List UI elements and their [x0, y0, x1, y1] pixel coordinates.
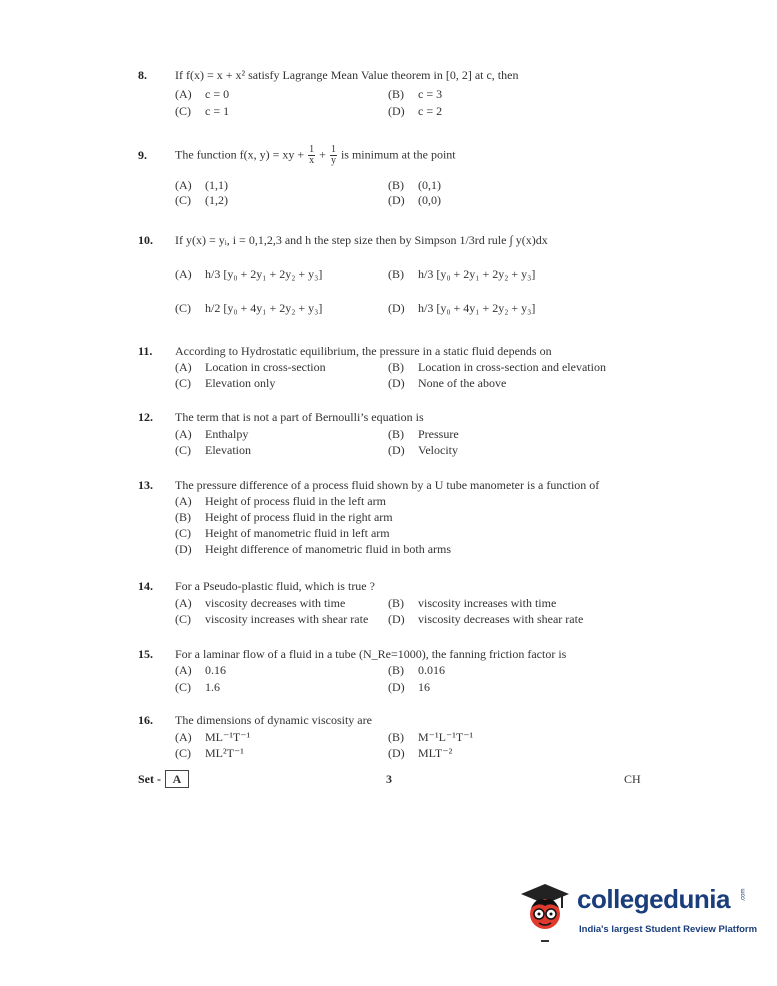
option-d[interactable]: (D) MLT⁻² — [388, 746, 453, 760]
question-number: 11. — [138, 344, 153, 358]
option-d[interactable]: (D) viscosity decreases with shear rate — [388, 612, 584, 626]
set-value: A — [165, 770, 189, 788]
option-a[interactable]: (A) Enthalpy — [175, 427, 249, 441]
question-number: 14. — [138, 579, 153, 593]
page-number: 3 — [386, 772, 392, 786]
option-c[interactable]: (C) (1,2) — [175, 193, 228, 207]
question-text: For a Pseudo-plastic fluid, which is true ? — [175, 579, 375, 593]
option-b[interactable]: (B) Pressure — [388, 427, 459, 441]
option-b[interactable]: (B) h/3 [y₀ + 2y₁ + 2y₂ + y₃] — [388, 267, 536, 281]
question-number: 13. — [138, 478, 153, 492]
subject-code: CH — [624, 772, 641, 786]
option-a[interactable]: (A) viscosity decreases with time — [175, 596, 346, 610]
question-text: If f(x) = x + x² satisfy Lagrange Mean Value theorem in [0, 2] at c, then — [175, 68, 519, 82]
logo-wordmark: collegedunia — [577, 884, 730, 914]
fraction-1-over-x: $\frac{1}{x}$ — [309, 144, 315, 166]
collegedunia-logo[interactable] — [515, 880, 758, 950]
option-d[interactable]: (D) Height difference of manometric fluid in both arms — [175, 542, 452, 556]
question-text: For a laminar flow of a fluid in a tube (N_Re=1000), the fanning friction factor is — [175, 647, 567, 661]
fraction-1-over-y: $\frac{1}{y}$ — [330, 144, 336, 166]
question-number: 10. — [138, 233, 153, 247]
option-c[interactable]: (C) Height of manometric fluid in left arm — [175, 526, 390, 540]
option-b[interactable]: (B) Height of process fluid in the right arm — [175, 510, 393, 524]
option-c[interactable]: (C) ML²T⁻¹ — [175, 746, 244, 760]
option-a[interactable]: (A) ML⁻¹T⁻¹ — [175, 730, 251, 744]
option-a[interactable]: (A) Location in cross-section — [175, 360, 326, 374]
option-c[interactable]: (C) h/2 [y₀ + 4y₁ + 2y₂ + y₃] — [175, 301, 323, 315]
option-d[interactable]: (D) None of the above — [388, 376, 507, 390]
option-c[interactable]: (C) viscosity increases with shear rate — [175, 612, 369, 626]
logo-tagline: India's largest Student Review Platform — [579, 924, 758, 935]
option-c[interactable]: (C) 1.6 — [175, 680, 220, 694]
question-text: The pressure difference of a process fluid shown by a U tube manometer is a function of — [175, 478, 600, 492]
option-d[interactable]: (D) c = 2 — [388, 104, 443, 118]
question-number: 15. — [138, 647, 153, 661]
option-b[interactable]: (B) c = 3 — [388, 87, 443, 101]
option-a[interactable]: (A) h/3 [y₀ + 2y₁ + 2y₂ + y₃] — [175, 267, 323, 281]
option-a[interactable]: (A) c = 0 — [175, 87, 230, 101]
question-number: 9. — [138, 148, 147, 162]
mascot-icon — [515, 880, 575, 952]
option-b[interactable]: (B) 0.016 — [388, 663, 445, 677]
option-b[interactable]: (B) viscosity increases with time — [388, 596, 557, 610]
question-text: The dimensions of dynamic viscosity are — [175, 713, 372, 727]
option-a[interactable]: (A) 0.16 — [175, 663, 226, 677]
option-b[interactable]: (B) M⁻¹L⁻¹T⁻¹ — [388, 730, 474, 744]
question-number: 8. — [138, 68, 147, 82]
question-number: 16. — [138, 713, 153, 727]
question-text: The function f(x, y) = xy + $\frac{1}{x}$ + $\frac{1}{y}$ is minimum at the point — [175, 144, 456, 166]
option-d[interactable]: (D) (0,0) — [388, 193, 441, 207]
option-a[interactable]: (A) (1,1) — [175, 178, 228, 192]
option-c[interactable]: (C) Elevation only — [175, 376, 276, 390]
option-b[interactable]: (B) (0,1) — [388, 178, 441, 192]
question-number: 12. — [138, 410, 153, 424]
option-d[interactable]: (D) h/3 [y₀ + 4y₁ + 2y₂ + y₃] — [388, 301, 536, 315]
option-d[interactable]: (D) Velocity — [388, 443, 458, 457]
option-b[interactable]: (B) Location in cross-section and elevation — [388, 360, 606, 374]
question-text: According to Hydrostatic equilibrium, the pressure in a static fluid depends on — [175, 344, 552, 358]
option-d[interactable]: (D) 16 — [388, 680, 430, 694]
option-c[interactable]: (C) c = 1 — [175, 104, 230, 118]
question-text: The term that is not a part of Bernoulli’s equation is — [175, 410, 424, 424]
set-label: Set - — [138, 772, 161, 786]
logo-suffix: .com — [740, 888, 747, 902]
option-c[interactable]: (C) Elevation — [175, 443, 251, 457]
question-text: If y(x) = yᵢ, i = 0,1,2,3 and h the step size then by Simpson 1/3rd rule ∫ y(x)dx — [175, 233, 548, 247]
option-a[interactable]: (A) Height of process fluid in the left arm — [175, 494, 386, 508]
